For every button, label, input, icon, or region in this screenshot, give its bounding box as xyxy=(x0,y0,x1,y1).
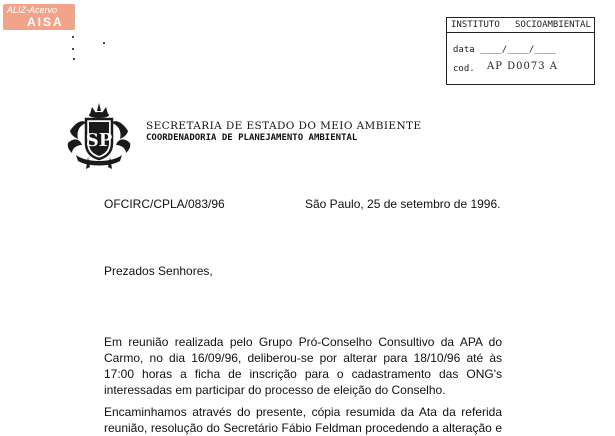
acervo-isa-logo xyxy=(3,4,75,30)
paragraph-line: reunião, resolução do Secretário Fábio Feldman procedendo a alteração e xyxy=(104,421,502,435)
paragraph-line: Em reunião realizada pelo Grupo Pró-Conselho Consultivo da APA do xyxy=(104,335,502,349)
sao-paulo-coat-of-arms-icon xyxy=(66,97,132,169)
stamp-date-row xyxy=(453,45,556,55)
stamp-divider xyxy=(447,32,594,33)
stamp-org-right: SOCIOAMBIENTAL xyxy=(515,20,591,30)
letter-reference: OFCIRC/CPLA/083/96 xyxy=(104,197,225,211)
paragraph-line: 17:00 horas a ficha de inscrição para o cadastramento das ONG's xyxy=(104,367,502,381)
letter-paragraph-1 xyxy=(104,334,502,398)
stamp-cod-row xyxy=(453,64,475,74)
institute-stamp xyxy=(446,17,595,85)
stamp-date-blanks: ____/____/____ xyxy=(480,45,556,55)
letter-paragraph-2 xyxy=(104,404,502,436)
stamp-date-label: data xyxy=(453,45,475,55)
paragraph-line: Encaminhamos através do presente, cópia resumida da Ata da referida xyxy=(104,405,502,419)
logo-line-1: ALIZ-Acervo xyxy=(7,5,58,15)
coordenadoria-heading: COORDENADORIA DE PLANEJAMENTO AMBIENTAL xyxy=(146,133,358,143)
letter-place-date: São Paulo, 25 de setembro de 1996. xyxy=(305,197,501,211)
emblem-monogram: SP xyxy=(85,130,113,151)
stamp-cod-value: AP D0073 A xyxy=(487,61,558,72)
stamp-cod-label: cod. xyxy=(453,64,475,74)
letter-salutation: Prezados Senhores, xyxy=(104,264,213,278)
paragraph-line: interessadas em participar do processo de eleição do Conselho. xyxy=(104,383,446,397)
stamp-org-left: INSTITUTO xyxy=(451,20,500,30)
logo-line-2: AISA xyxy=(27,15,64,29)
paragraph-line: Carmo, no dia 16/09/96, deliberou-se por alterar para 18/10/96 até às xyxy=(104,351,502,365)
secretaria-heading: SECRETARIA DE ESTADO DO MEIO AMBIENTE xyxy=(146,120,422,132)
